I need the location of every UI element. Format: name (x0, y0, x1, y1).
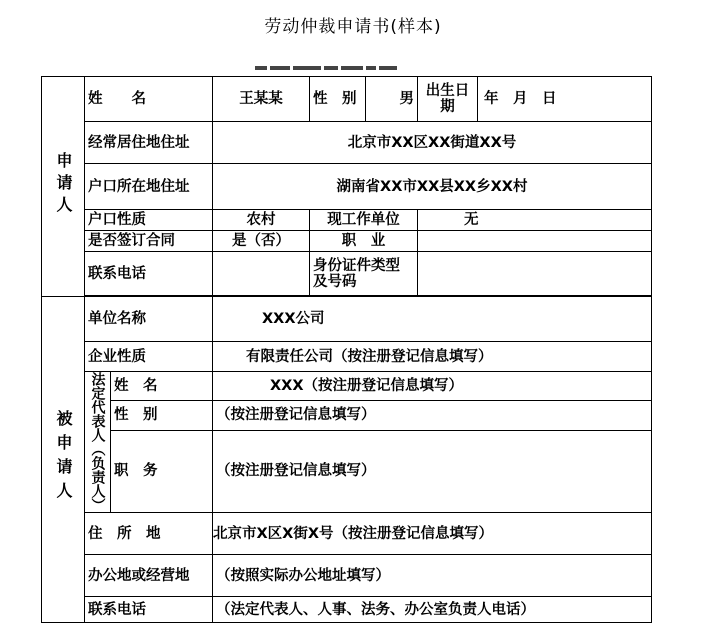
id-label: 身份证件类型及号码 (310, 252, 418, 296)
respondent-side-label: 被申请人 (42, 297, 85, 623)
id-value[interactable] (418, 252, 652, 296)
applicant-phone-value[interactable] (213, 252, 310, 296)
table-row (42, 77, 652, 122)
rep-duty-label: 职 务 (111, 430, 213, 513)
table-row (42, 210, 652, 231)
table-row (42, 401, 652, 430)
table-row (42, 231, 652, 252)
rep-gender-value[interactable]: （按注册登记信息填写） (213, 401, 652, 430)
unit-value[interactable]: XXX公司 (213, 297, 652, 342)
job-value[interactable] (418, 231, 652, 252)
applicant-phone-label: 联系电话 (85, 252, 213, 296)
table-row (42, 372, 652, 401)
nature-value[interactable]: 有限责任公司（按注册登记信息填写） (213, 342, 652, 372)
table-row (42, 597, 652, 623)
job-label: 职 业 (310, 231, 418, 252)
table-row (42, 513, 652, 555)
rep-duty-value[interactable]: （按注册登记信息填写） (213, 430, 652, 513)
name-label: 姓 名 (85, 77, 213, 122)
employer-value[interactable]: 无 (418, 210, 652, 231)
respondent-phone-label: 联系电话 (85, 597, 213, 623)
address-label: 住 所 地 (85, 513, 213, 555)
rep-gender-label: 性 别 (111, 401, 213, 430)
name-value[interactable]: 王某某 (213, 77, 310, 122)
document-title: 劳动仲裁申请书(样本) (264, 17, 442, 37)
hukou-value[interactable]: 湖南省XX市XX县XX乡XX村 (213, 164, 652, 210)
employer-label: 现工作单位 (310, 210, 418, 231)
residence-label: 经常居住地住址 (85, 122, 213, 164)
office-label: 办公地或经营地 (85, 555, 213, 597)
arbitration-form-table (41, 76, 652, 623)
contract-label: 是否签订合同 (85, 231, 213, 252)
table-row (42, 430, 652, 513)
office-value[interactable]: （按照实际办公地址填写） (213, 555, 652, 597)
address-value[interactable]: 北京市X区X街X号（按注册登记信息填写） (213, 513, 652, 555)
birth-label: 出生日期 (418, 77, 478, 122)
illegible-subtitle-marks (255, 66, 415, 72)
gender-value[interactable]: 男 (366, 77, 418, 122)
contract-value[interactable]: 是（否） (213, 231, 310, 252)
respondent-phone-value[interactable]: （法定代表人、人事、法务、办公室负责人电话） (213, 597, 652, 623)
hukou-label: 户口所在地住址 (85, 164, 213, 210)
unit-label: 单位名称 (85, 297, 213, 342)
birth-value[interactable]: 年 月 日 (478, 77, 652, 122)
residence-value[interactable]: 北京市XX区XX街道XX号 (213, 122, 652, 164)
table-row (42, 342, 652, 372)
rep-name-value[interactable]: XXX（按注册登记信息填写） (213, 372, 652, 401)
hukou-type-value[interactable]: 农村 (213, 210, 310, 231)
hukou-type-label: 户口性质 (85, 210, 213, 231)
gender-label: 性 别 (310, 77, 366, 122)
nature-label: 企业性质 (85, 342, 213, 372)
table-row (42, 164, 652, 210)
table-row (42, 555, 652, 597)
table-row (42, 297, 652, 342)
applicant-side-label: 申请人 (42, 77, 85, 297)
table-row (42, 252, 652, 296)
legal-rep-label: 法定代表人（负责人） (85, 372, 111, 513)
rep-name-label: 姓 名 (111, 372, 213, 401)
table-row (42, 122, 652, 164)
